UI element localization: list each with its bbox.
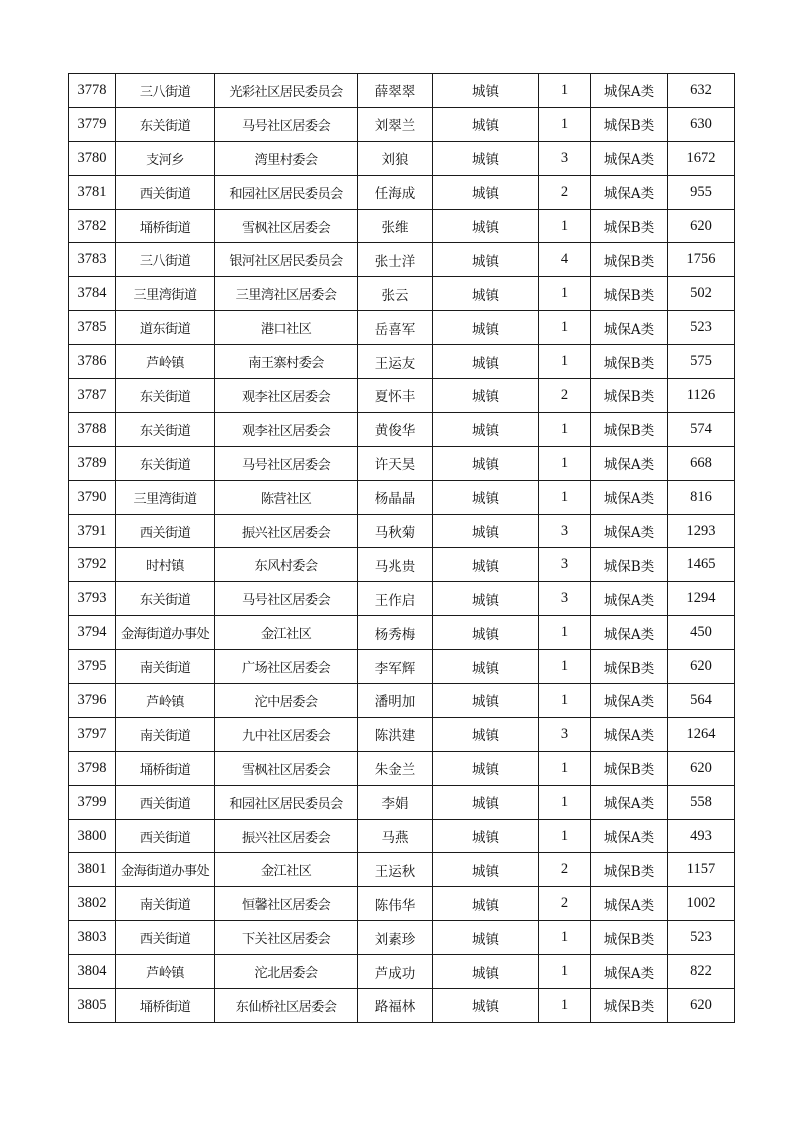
table-row: [69, 921, 735, 955]
serial-number-cell: 3803: [69, 921, 116, 955]
community-cell: 观李社区居委会: [215, 379, 358, 413]
street-cell: 南关街道: [116, 717, 215, 751]
table-row: [69, 887, 735, 921]
serial-number-cell: 3795: [69, 650, 116, 684]
serial-number-cell: 3785: [69, 311, 116, 345]
household-size-cell: 1: [539, 921, 591, 955]
table-row: [69, 582, 735, 616]
serial-number-cell: 3796: [69, 684, 116, 718]
person-name-cell: 黄俊华: [358, 412, 433, 446]
street-cell: 东关街道: [116, 379, 215, 413]
household-size-cell: 1: [539, 819, 591, 853]
amount-cell: 816: [668, 480, 735, 514]
amount-cell: 1264: [668, 717, 735, 751]
area-type-cell: 城镇: [433, 480, 539, 514]
area-type-cell: 城镇: [433, 345, 539, 379]
street-cell: 东关街道: [116, 107, 215, 141]
amount-cell: 620: [668, 209, 735, 243]
household-size-cell: 1: [539, 650, 591, 684]
table-row: [69, 650, 735, 684]
community-cell: 九中社区居委会: [215, 717, 358, 751]
table-row: [69, 74, 735, 108]
insurance-category-cell: 城保A类: [591, 616, 668, 650]
area-type-cell: 城镇: [433, 141, 539, 175]
community-cell: 下关社区居委会: [215, 921, 358, 955]
roster-body: [69, 74, 735, 1023]
amount-cell: 955: [668, 175, 735, 209]
household-size-cell: 3: [539, 548, 591, 582]
table-row: [69, 989, 735, 1023]
person-name-cell: 夏怀丰: [358, 379, 433, 413]
insurance-category-cell: 城保A类: [591, 887, 668, 921]
street-cell: 埇桥街道: [116, 989, 215, 1023]
household-size-cell: 3: [539, 582, 591, 616]
household-size-cell: 1: [539, 446, 591, 480]
amount-cell: 1756: [668, 243, 735, 277]
community-cell: 东风村委会: [215, 548, 358, 582]
community-cell: 马号社区居委会: [215, 582, 358, 616]
household-size-cell: 1: [539, 345, 591, 379]
insurance-category-cell: 城保A类: [591, 175, 668, 209]
area-type-cell: 城镇: [433, 74, 539, 108]
household-size-cell: 1: [539, 107, 591, 141]
serial-number-cell: 3780: [69, 141, 116, 175]
street-cell: 三里湾街道: [116, 277, 215, 311]
community-cell: 雪枫社区居委会: [215, 751, 358, 785]
area-type-cell: 城镇: [433, 379, 539, 413]
area-type-cell: 城镇: [433, 616, 539, 650]
area-type-cell: 城镇: [433, 412, 539, 446]
table-row: [69, 175, 735, 209]
community-cell: 光彩社区居民委员会: [215, 74, 358, 108]
table-row: [69, 751, 735, 785]
household-size-cell: 1: [539, 412, 591, 446]
person-name-cell: 李军辉: [358, 650, 433, 684]
community-cell: 振兴社区居委会: [215, 819, 358, 853]
amount-cell: 1002: [668, 887, 735, 921]
serial-number-cell: 3805: [69, 989, 116, 1023]
table-row: [69, 819, 735, 853]
street-cell: 埇桥街道: [116, 209, 215, 243]
insurance-category-cell: 城保B类: [591, 751, 668, 785]
person-name-cell: 王运友: [358, 345, 433, 379]
amount-cell: 1293: [668, 514, 735, 548]
serial-number-cell: 3778: [69, 74, 116, 108]
community-cell: 沱北居委会: [215, 955, 358, 989]
household-size-cell: 2: [539, 175, 591, 209]
insurance-category-cell: 城保B类: [591, 379, 668, 413]
amount-cell: 1157: [668, 853, 735, 887]
serial-number-cell: 3790: [69, 480, 116, 514]
area-type-cell: 城镇: [433, 548, 539, 582]
street-cell: 三里湾街道: [116, 480, 215, 514]
serial-number-cell: 3784: [69, 277, 116, 311]
amount-cell: 523: [668, 921, 735, 955]
serial-number-cell: 3782: [69, 209, 116, 243]
household-size-cell: 3: [539, 717, 591, 751]
household-size-cell: 2: [539, 379, 591, 413]
amount-cell: 1126: [668, 379, 735, 413]
person-name-cell: 杨秀梅: [358, 616, 433, 650]
serial-number-cell: 3802: [69, 887, 116, 921]
area-type-cell: 城镇: [433, 311, 539, 345]
person-name-cell: 陈洪建: [358, 717, 433, 751]
person-name-cell: 张士洋: [358, 243, 433, 277]
insurance-category-cell: 城保A类: [591, 785, 668, 819]
street-cell: 三八街道: [116, 243, 215, 277]
household-size-cell: 4: [539, 243, 591, 277]
community-cell: 马号社区居委会: [215, 107, 358, 141]
person-name-cell: 王作启: [358, 582, 433, 616]
household-size-cell: 1: [539, 785, 591, 819]
person-name-cell: 刘狼: [358, 141, 433, 175]
street-cell: 芦岭镇: [116, 345, 215, 379]
street-cell: 支河乡: [116, 141, 215, 175]
community-cell: 观李社区居委会: [215, 412, 358, 446]
amount-cell: 523: [668, 311, 735, 345]
person-name-cell: 杨晶晶: [358, 480, 433, 514]
area-type-cell: 城镇: [433, 107, 539, 141]
amount-cell: 574: [668, 412, 735, 446]
community-cell: 和园社区居民委员会: [215, 175, 358, 209]
street-cell: 道东街道: [116, 311, 215, 345]
person-name-cell: 王运秋: [358, 853, 433, 887]
insurance-category-cell: 城保A类: [591, 446, 668, 480]
insurance-category-cell: 城保B类: [591, 989, 668, 1023]
table-row: [69, 853, 735, 887]
insurance-category-cell: 城保A类: [591, 141, 668, 175]
person-name-cell: 马兆贵: [358, 548, 433, 582]
person-name-cell: 马燕: [358, 819, 433, 853]
insurance-category-cell: 城保B类: [591, 548, 668, 582]
amount-cell: 1672: [668, 141, 735, 175]
insurance-category-cell: 城保B类: [591, 209, 668, 243]
amount-cell: 575: [668, 345, 735, 379]
insurance-category-cell: 城保B类: [591, 107, 668, 141]
household-size-cell: 1: [539, 311, 591, 345]
amount-cell: 450: [668, 616, 735, 650]
person-name-cell: 任海成: [358, 175, 433, 209]
household-size-cell: 1: [539, 684, 591, 718]
area-type-cell: 城镇: [433, 921, 539, 955]
serial-number-cell: 3787: [69, 379, 116, 413]
person-name-cell: 路福林: [358, 989, 433, 1023]
street-cell: 西关街道: [116, 785, 215, 819]
street-cell: 时村镇: [116, 548, 215, 582]
street-cell: 西关街道: [116, 819, 215, 853]
person-name-cell: 刘素珍: [358, 921, 433, 955]
serial-number-cell: 3783: [69, 243, 116, 277]
person-name-cell: 朱金兰: [358, 751, 433, 785]
table-row: [69, 785, 735, 819]
serial-number-cell: 3792: [69, 548, 116, 582]
insurance-category-cell: 城保A类: [591, 514, 668, 548]
street-cell: 南关街道: [116, 887, 215, 921]
table-row: [69, 107, 735, 141]
person-name-cell: 芦成功: [358, 955, 433, 989]
area-type-cell: 城镇: [433, 751, 539, 785]
serial-number-cell: 3788: [69, 412, 116, 446]
community-cell: 陈营社区: [215, 480, 358, 514]
person-name-cell: 岳喜军: [358, 311, 433, 345]
area-type-cell: 城镇: [433, 650, 539, 684]
person-name-cell: 许天昊: [358, 446, 433, 480]
person-name-cell: 刘翠兰: [358, 107, 433, 141]
amount-cell: 632: [668, 74, 735, 108]
community-cell: 南王寨村委会: [215, 345, 358, 379]
area-type-cell: 城镇: [433, 853, 539, 887]
person-name-cell: 李娟: [358, 785, 433, 819]
household-size-cell: 3: [539, 514, 591, 548]
serial-number-cell: 3801: [69, 853, 116, 887]
person-name-cell: 张云: [358, 277, 433, 311]
table-row: [69, 379, 735, 413]
table-row: [69, 548, 735, 582]
insurance-category-cell: 城保B类: [591, 345, 668, 379]
community-cell: 三里湾社区居委会: [215, 277, 358, 311]
community-cell: 雪枫社区居委会: [215, 209, 358, 243]
area-type-cell: 城镇: [433, 243, 539, 277]
area-type-cell: 城镇: [433, 582, 539, 616]
street-cell: 西关街道: [116, 921, 215, 955]
table-row: [69, 311, 735, 345]
serial-number-cell: 3800: [69, 819, 116, 853]
insurance-category-cell: 城保B类: [591, 277, 668, 311]
table-row: [69, 277, 735, 311]
household-size-cell: 1: [539, 74, 591, 108]
household-size-cell: 2: [539, 887, 591, 921]
amount-cell: 668: [668, 446, 735, 480]
household-size-cell: 1: [539, 209, 591, 243]
area-type-cell: 城镇: [433, 446, 539, 480]
area-type-cell: 城镇: [433, 277, 539, 311]
community-cell: 和园社区居民委员会: [215, 785, 358, 819]
household-size-cell: 1: [539, 955, 591, 989]
street-cell: 芦岭镇: [116, 955, 215, 989]
amount-cell: 558: [668, 785, 735, 819]
community-cell: 东仙桥社区居委会: [215, 989, 358, 1023]
area-type-cell: 城镇: [433, 955, 539, 989]
area-type-cell: 城镇: [433, 989, 539, 1023]
community-cell: 振兴社区居委会: [215, 514, 358, 548]
serial-number-cell: 3799: [69, 785, 116, 819]
table-row: [69, 717, 735, 751]
table-row: [69, 345, 735, 379]
street-cell: 金海街道办事处: [116, 616, 215, 650]
serial-number-cell: 3804: [69, 955, 116, 989]
table-row: [69, 480, 735, 514]
person-name-cell: 马秋菊: [358, 514, 433, 548]
table-row: [69, 616, 735, 650]
insurance-category-cell: 城保B类: [591, 650, 668, 684]
roster-table: [68, 73, 735, 1023]
amount-cell: 502: [668, 277, 735, 311]
insurance-category-cell: 城保A类: [591, 717, 668, 751]
serial-number-cell: 3798: [69, 751, 116, 785]
street-cell: 芦岭镇: [116, 684, 215, 718]
amount-cell: 564: [668, 684, 735, 718]
street-cell: 西关街道: [116, 514, 215, 548]
person-name-cell: 陈伟华: [358, 887, 433, 921]
area-type-cell: 城镇: [433, 514, 539, 548]
table-row: [69, 514, 735, 548]
insurance-category-cell: 城保A类: [591, 480, 668, 514]
community-cell: 港口社区: [215, 311, 358, 345]
insurance-category-cell: 城保A类: [591, 955, 668, 989]
street-cell: 南关街道: [116, 650, 215, 684]
household-size-cell: 1: [539, 480, 591, 514]
amount-cell: 1465: [668, 548, 735, 582]
serial-number-cell: 3793: [69, 582, 116, 616]
amount-cell: 493: [668, 819, 735, 853]
street-cell: 东关街道: [116, 412, 215, 446]
insurance-category-cell: 城保B类: [591, 853, 668, 887]
insurance-category-cell: 城保B类: [591, 412, 668, 446]
person-name-cell: 潘明加: [358, 684, 433, 718]
table-row: [69, 141, 735, 175]
insurance-category-cell: 城保A类: [591, 684, 668, 718]
community-cell: 金江社区: [215, 616, 358, 650]
serial-number-cell: 3794: [69, 616, 116, 650]
household-size-cell: 3: [539, 141, 591, 175]
area-type-cell: 城镇: [433, 887, 539, 921]
person-name-cell: 薛翠翠: [358, 74, 433, 108]
serial-number-cell: 3797: [69, 717, 116, 751]
street-cell: 金海街道办事处: [116, 853, 215, 887]
serial-number-cell: 3786: [69, 345, 116, 379]
community-cell: 马号社区居委会: [215, 446, 358, 480]
area-type-cell: 城镇: [433, 819, 539, 853]
street-cell: 东关街道: [116, 446, 215, 480]
insurance-category-cell: 城保A类: [591, 819, 668, 853]
amount-cell: 620: [668, 650, 735, 684]
street-cell: 西关街道: [116, 175, 215, 209]
table-row: [69, 412, 735, 446]
serial-number-cell: 3791: [69, 514, 116, 548]
household-size-cell: 1: [539, 277, 591, 311]
amount-cell: 620: [668, 989, 735, 1023]
insurance-category-cell: 城保A类: [591, 74, 668, 108]
table-row: [69, 209, 735, 243]
table-row: [69, 243, 735, 277]
community-cell: 湾里村委会: [215, 141, 358, 175]
community-cell: 沱中居委会: [215, 684, 358, 718]
person-name-cell: 张维: [358, 209, 433, 243]
community-cell: 广场社区居委会: [215, 650, 358, 684]
area-type-cell: 城镇: [433, 175, 539, 209]
amount-cell: 1294: [668, 582, 735, 616]
serial-number-cell: 3781: [69, 175, 116, 209]
table-row: [69, 955, 735, 989]
household-size-cell: 2: [539, 853, 591, 887]
area-type-cell: 城镇: [433, 717, 539, 751]
amount-cell: 822: [668, 955, 735, 989]
insurance-category-cell: 城保A类: [591, 311, 668, 345]
household-size-cell: 1: [539, 989, 591, 1023]
insurance-category-cell: 城保B类: [591, 921, 668, 955]
street-cell: 埇桥街道: [116, 751, 215, 785]
area-type-cell: 城镇: [433, 684, 539, 718]
community-cell: 银河社区居民委员会: [215, 243, 358, 277]
insurance-category-cell: 城保A类: [591, 582, 668, 616]
serial-number-cell: 3789: [69, 446, 116, 480]
community-cell: 金江社区: [215, 853, 358, 887]
street-cell: 三八街道: [116, 74, 215, 108]
area-type-cell: 城镇: [433, 209, 539, 243]
insurance-category-cell: 城保B类: [591, 243, 668, 277]
table-row: [69, 446, 735, 480]
table-row: [69, 684, 735, 718]
community-cell: 恒馨社区居委会: [215, 887, 358, 921]
street-cell: 东关街道: [116, 582, 215, 616]
household-size-cell: 1: [539, 616, 591, 650]
amount-cell: 620: [668, 751, 735, 785]
serial-number-cell: 3779: [69, 107, 116, 141]
household-size-cell: 1: [539, 751, 591, 785]
area-type-cell: 城镇: [433, 785, 539, 819]
amount-cell: 630: [668, 107, 735, 141]
